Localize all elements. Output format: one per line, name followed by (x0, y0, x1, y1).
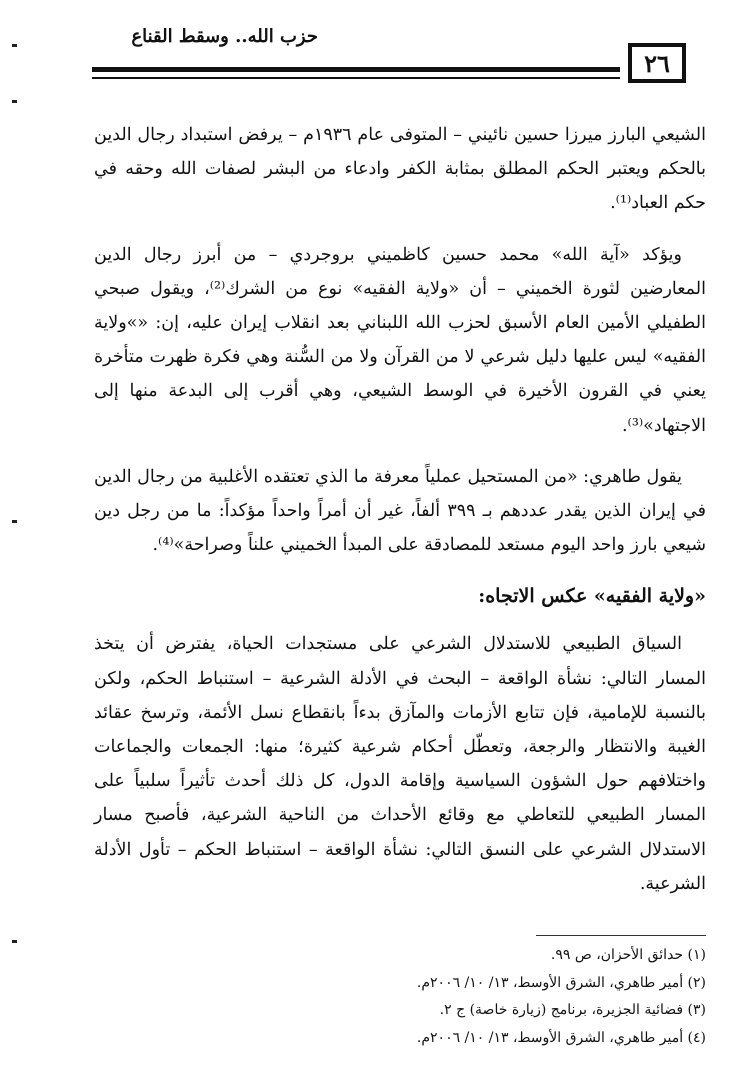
running-header-title: حزب الله.. وسقط القناع (131, 26, 318, 47)
scan-margin-mark (12, 940, 17, 943)
scan-margin-mark (12, 44, 17, 47)
scan-margin-mark (12, 520, 17, 523)
page-number: ٢٦ (628, 43, 686, 83)
paragraph: السياق الطبيعي للاستدلال الشرعي على مستجدات الحياة، يفترض أن يتخذ المسار التالي: نشأة الواقعة – البحث في الأدلة الشرعية – استنباط الحكم، ولكن بالنسبة للإمامية، فإن تتابع الأزمات والمآزق بدءاً بانقطاع نسل الأئمة، وترسخ عقائد الغيبة والانتظار والرجعة، وتعطّل أحكام شرعية كثيرة؛ منها: الجمعات والجماعات واختلافهم حول الشؤون السياسية وإقامة الدول، كل ذلك أحدث تأثيراً سلبياً على المسار الطبيعي للتعاطي مع وقائع الأحداث من الناحية الشرعية، فأصبح مسار الاستدلال الشرعي على النسق التالي: نشأة الواقعة – استنباط الحكم – تأول الأدلة الشرعية. (94, 634, 706, 894)
footnote: (٢) أمير طاهري، الشرق الأوسط، ١٣/ ١٠/ ٢٠٠٦م. (416, 974, 706, 991)
footnote-separator (536, 935, 706, 936)
footnote: (٣) فضائية الجزيرة، برنامج (زيارة خاصة) ج ٢. (439, 1002, 706, 1018)
paragraph: يقول طاهري: «من المستحيل عملياً معرفة ما الذي تعتقده الأغلبية من رجال الدين في إيران الذين يقدر عددهم بـ ٣٩٩ ألفاً، غير أن أمراً واحداً مؤكداً: ما من رجل دين شيعي بارز واحد اليوم مستعد للمصادقة على المبدأ الخميني علناً وصراحة»⁽⁴⁾. (94, 466, 706, 556)
footnote: (٤) أمير طاهري، الشرق الأوسط، ١٣/ ١٠/ ٢٠٠٦م. (416, 1029, 706, 1046)
header-rule-thin (92, 77, 620, 79)
footnote: (١) حدائق الأحزان، ص ٩٩. (550, 947, 706, 963)
header-rule-thick (92, 67, 620, 72)
paragraph: الشيعي البارز ميرزا حسين نائيني – المتوفى عام ١٩٣٦م – يرفض استبداد رجال الدين بالحكم ويعتبر الحكم المطلق بمثابة الكفر وادعاء من البشر لصفات الله وحقه في حكم العباد⁽¹⁾. (94, 125, 706, 214)
body-text (94, 118, 706, 918)
section-heading: «ولاية الفقيه» عكس الاتجاه: (478, 585, 706, 608)
scan-margin-mark (12, 100, 17, 103)
footnotes (200, 942, 706, 1052)
paragraph: ويؤكد «آية الله» محمد حسين كاظميني بروجردي – من أبرز رجال الدين المعارضين لثورة الخميني – أن «ولاية الفقيه» نوع من الشرك⁽²⁾، ويقول صبحي الطفيلي الأمين العام الأسبق لحزب الله اللبناني بعد انقلاب إيران عليه، إن: «»ولاية الفقيه» ليس عليها دليل شرعي لا من القرآن ولا من السُّنة وهي فكرة ظهرت متأخرة يعني في القرون الأخيرة في الوسط الشيعي، وهي أقرب إلى البدعة منها إلى الاجتهاد»⁽³⁾. (94, 244, 706, 436)
